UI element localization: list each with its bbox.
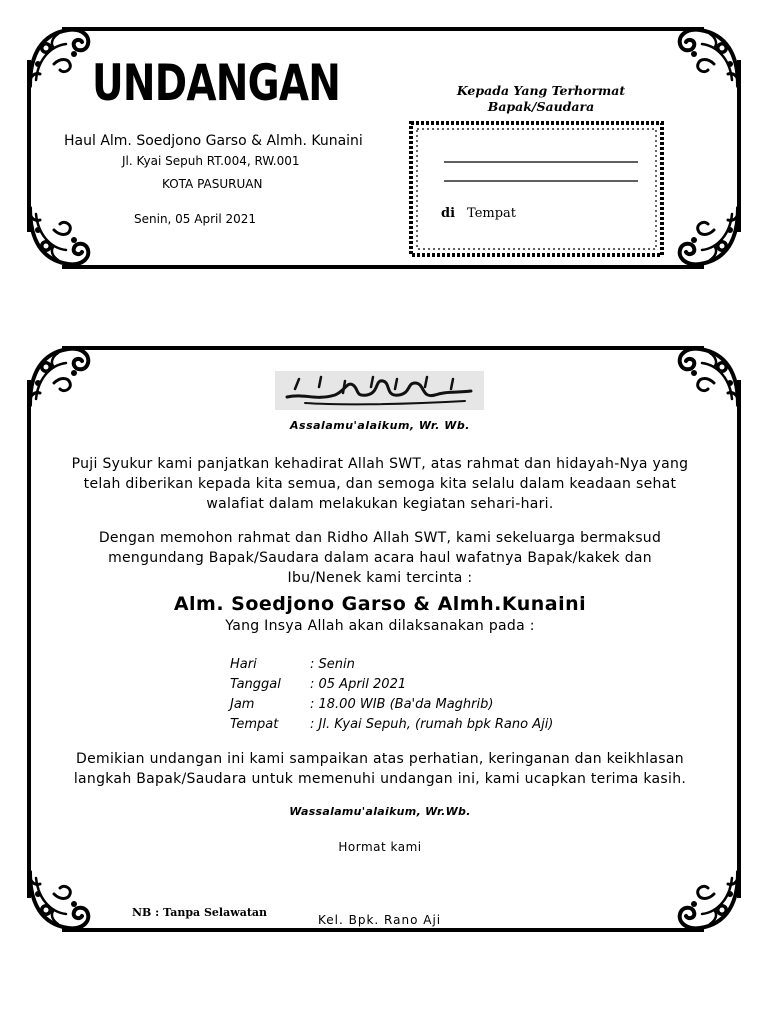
ornament-bottom-right-icon	[676, 202, 744, 270]
honoree-names: Alm. Soedjono Garso & Almh.Kunaini	[173, 593, 587, 615]
address-box	[408, 120, 665, 258]
ornament-bottom-right-icon	[676, 866, 744, 934]
host-name: Haul Alm. Soedjono Garso & Almh. Kunaini	[64, 133, 363, 149]
signature-text: Kel. Bpk. Rano Aji	[318, 913, 442, 927]
address-destination	[441, 206, 516, 221]
paragraph-gratitude: Puji Syukur kami panjatkan kehadirat Allah SWT, atas rahmat dan hidayah-Nya yang telah diberikan kepada kita semua, dan semoga kita selalu dalam keadaan sehat walafiat dalam melakukan kegiatan sehari-hari.	[71, 456, 689, 512]
letter-left-border	[27, 380, 31, 898]
opening-greeting: Assalamu'alaikum, Wr. Wb.	[290, 419, 470, 432]
ornament-top-right-icon	[676, 24, 744, 92]
recipient-heading	[446, 83, 636, 115]
letter-bottom-border	[62, 928, 704, 932]
letter-top-border	[62, 346, 704, 350]
envelope-top-border	[62, 27, 704, 31]
ornament-bottom-left-icon	[24, 866, 92, 934]
recipient-heading-line-1: Kepada Yang Terhormat	[456, 83, 626, 98]
host-address: Jl. Kyai Sepuh RT.004, RW.001	[122, 154, 300, 168]
bismillah-calligraphy-icon	[275, 371, 484, 410]
schedule-value: : Jl. Kyai Sepuh, (rumah bpk Rano Aji)	[310, 717, 554, 732]
note-text: NB : Tanpa Selawatan	[132, 906, 268, 919]
schedule-value: : 18.00 WIB (Ba'da Maghrib)	[310, 697, 494, 712]
ornament-top-left-icon	[24, 343, 92, 411]
paragraph-invitation: Dengan memohon rahmat dan Ridho Allah SWT, kami sekeluarga bermaksud mengundang Bapak/Saudara dalam acara haul wafatnya Bapak/kakek dan Ibu/Nenek kami tercinta :	[98, 530, 662, 586]
paragraph-closing: Demikian undangan ini kami sampaikan atas perhatian, keringanan dan keikhlasan langkah Bapak/Saudara untuk memenuhi undangan ini, kami ucapkan terima kasih.	[73, 751, 687, 787]
schedule-value: : Senin	[310, 657, 355, 672]
recipient-heading-line-2: Bapak/Saudara	[487, 99, 595, 114]
schedule-label: Tempat	[230, 717, 279, 732]
schedule-label: Jam	[230, 697, 255, 712]
envelope-bottom-border	[62, 265, 704, 269]
regards-text: Hormat kami	[338, 840, 422, 854]
tempat-label: Tempat	[467, 206, 517, 221]
schedule-row-time	[230, 695, 553, 715]
host-city: KOTA PASURUAN	[162, 177, 263, 191]
envelope-date: Senin, 05 April 2021	[134, 212, 257, 226]
ornament-top-left-icon	[24, 24, 92, 92]
invitation-title: UNDANGAN	[92, 54, 341, 112]
schedule-row-place	[230, 715, 553, 735]
schedule-row-day	[230, 655, 553, 675]
letter-right-border	[737, 380, 741, 898]
schedule-label: Tanggal	[230, 677, 281, 692]
schedule-details	[230, 655, 553, 735]
di-label: di	[441, 206, 456, 221]
schedule-row-date	[230, 675, 553, 695]
closing-greeting: Wassalamu'alaikum, Wr.Wb.	[289, 805, 471, 818]
schedule-label: Hari	[230, 657, 257, 672]
schedule-value: : 05 April 2021	[310, 677, 407, 692]
ornament-bottom-left-icon	[24, 202, 92, 270]
schedule-intro: Yang Insya Allah akan dilaksanakan pada :	[225, 618, 535, 634]
ornament-top-right-icon	[676, 343, 744, 411]
